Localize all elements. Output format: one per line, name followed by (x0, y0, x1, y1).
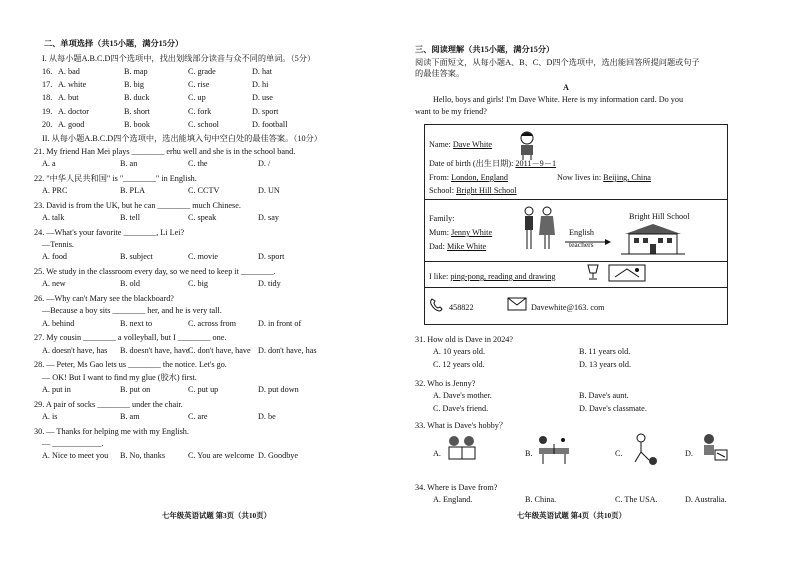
answer-option[interactable]: D. in front of (258, 318, 302, 328)
answer-option[interactable]: B. old (120, 279, 141, 289)
school-building-label: Bright Hill School (629, 212, 690, 221)
card-divider-2 (425, 261, 727, 262)
reading-question: 33. What is Dave's hobby？ (415, 421, 508, 430)
question-text: —Because a boy sits ________ her, and he is very tall. (42, 306, 222, 316)
question-text: 30. — Thanks for helping me with my English. (34, 426, 189, 436)
answer-option[interactable]: C. You are welcome (188, 451, 255, 460)
answer-option[interactable]: D. tidy (258, 279, 281, 289)
part-ii-instruction: II. 从每小题A.B.C.D四个选项中，选出能填入句中空白处的最佳答案。（10分） (42, 134, 322, 143)
card-email: Davewhite@163. com (531, 303, 605, 312)
answer-option[interactable]: A. is (42, 411, 58, 421)
reading-question: 34. Where is Dave from? (415, 483, 498, 492)
phonetics-number: 17. (42, 80, 53, 90)
phonetics-option[interactable]: A. white (58, 80, 87, 90)
answer-option[interactable]: A. talk (42, 213, 65, 223)
phonetics-option[interactable]: A. good (58, 119, 85, 129)
answer-option[interactable]: A. PRC (42, 186, 68, 196)
reading-option[interactable]: D. 13 years old. (579, 360, 632, 369)
reading-kids-icon (445, 432, 479, 466)
question-text: 25. We study in the classroom every day, so we need to keep it ________. (34, 267, 276, 277)
answer-option[interactable]: B. tell (120, 213, 141, 223)
question-text: — OK! But I want to find my glue (胶水) first. (42, 372, 197, 382)
phonetics-number: 19. (42, 106, 53, 116)
card-phone: 458822 (449, 303, 474, 312)
question-text: 29. A pair of socks ________ under the chair. (34, 399, 183, 409)
card-likes-row: I like: ping-pong, reading and drawing (429, 272, 556, 281)
question-text: 24. —What's your favorite ________, Li Lei? (34, 228, 185, 237)
phonetics-option[interactable]: D. use (252, 93, 273, 103)
answer-option[interactable]: A. a (42, 159, 56, 169)
answer-option[interactable]: D. say (258, 213, 279, 223)
passage-intro-2: want to be my friend? (415, 107, 487, 116)
section-2-title: 二、单项选择（共15小题，满分15分） (44, 39, 184, 48)
answer-option[interactable]: A. behind (42, 318, 75, 328)
question-text: 21. My friend Han Mei plays ________ erhu well and she is in the school band. (34, 147, 296, 156)
answer-option[interactable]: D. put down (258, 384, 299, 394)
reading-option[interactable]: A. 10 years old. (433, 347, 486, 356)
phonetics-option[interactable]: D. sport (252, 106, 279, 116)
phonetics-number: 16. (42, 67, 53, 76)
hobby-option-label[interactable]: C. (615, 449, 623, 458)
answer-option[interactable]: D. UN (258, 186, 280, 196)
answer-option[interactable]: A. food (42, 252, 68, 262)
phone-icon (429, 297, 443, 313)
answer-option[interactable]: B. next to (120, 318, 153, 328)
part-i-instruction: I. 从每小题A.B.C.D四个选项中，找出划线部分读音与众不同的单词。（5分） (42, 54, 316, 63)
reading-question: 31. How old is Dave in 2024? (415, 335, 514, 344)
answer-option[interactable]: C. movie (188, 252, 219, 262)
card-lives-row: Now lives in: Beijing, China (557, 173, 651, 182)
ping-pong-icon (537, 432, 571, 466)
card-from-row: From: London, England (429, 173, 508, 182)
card-name-row: Name: Dave White (429, 140, 493, 149)
card-dob-row: Date of birth (出生日期): 2011－9－1 (429, 159, 557, 168)
family-label: Family: (429, 214, 455, 223)
trophy-icon (585, 263, 601, 281)
question-text: 23. David is from the UK, but he can ________ much Chinese. (34, 201, 241, 210)
phonetics-option[interactable]: B. big (124, 80, 145, 90)
email-icon (507, 296, 527, 312)
dave-avatar-icon (513, 129, 541, 161)
answer-option[interactable]: B. put on (120, 384, 151, 394)
phonetics-option[interactable]: D. football (252, 119, 288, 129)
phonetics-option[interactable]: B. book (124, 119, 150, 129)
phonetics-option[interactable]: C. school (188, 119, 219, 129)
answer-option[interactable]: B. No, thanks (120, 451, 166, 460)
phonetics-option[interactable]: C. up (188, 93, 206, 103)
drawing-kid-icon (697, 432, 731, 466)
phonetics-option[interactable]: D. hi (252, 80, 269, 90)
phonetics-option[interactable]: D. hat (252, 67, 273, 76)
phonetics-option[interactable]: C. grade (188, 67, 216, 76)
phonetics-number: 18. (42, 93, 53, 103)
answer-option[interactable]: C. CCTV (188, 186, 220, 196)
answer-option[interactable]: D. / (258, 159, 271, 169)
section-3-title: 三、阅读理解（共15小题，满分15分） (415, 45, 555, 54)
job-teachers: teachers (569, 240, 594, 249)
answer-option[interactable]: C. put up (188, 384, 219, 394)
answer-option[interactable]: A. doesn't have, has (42, 345, 108, 355)
football-kid-icon (627, 432, 661, 466)
passage-label: A (563, 83, 569, 92)
ping-pong-table-icon (607, 261, 647, 285)
question-text: —Tennis. (42, 240, 74, 250)
job-english: English (569, 228, 595, 237)
answer-option[interactable]: A. Nice to meet you (42, 451, 109, 460)
phonetics-option[interactable]: B. short (124, 106, 150, 116)
answer-option[interactable]: B. subject (120, 252, 153, 262)
answer-option[interactable]: D. be (258, 411, 276, 421)
question-text: 26. —Why can't Mary see the blackboard? (34, 294, 174, 304)
reading-instruction-2: 的最佳答案。 (415, 69, 465, 78)
answer-option[interactable]: D. Goodbye (258, 451, 299, 460)
card-school-row: School: Bright Hill School (429, 186, 517, 195)
page-footer-4: 七年级英语试题 第4页（共10页） (517, 511, 627, 520)
reading-option[interactable]: B. China. (525, 495, 557, 504)
answer-option[interactable]: B. doesn't have, have (120, 345, 190, 355)
reading-option[interactable]: C. The USA. (615, 495, 658, 504)
phonetics-option[interactable]: B. map (124, 67, 148, 76)
answer-option[interactable]: D. sport (258, 252, 285, 262)
phonetics-option[interactable]: A. but (58, 93, 79, 103)
reading-option[interactable]: C. Dave's friend. (433, 404, 489, 413)
question-text: 28. — Peter, Ms Gao lets us ________ the notice. Let's go. (34, 360, 227, 370)
passage-intro-1: Hello, boys and girls! I'm Dave White. Here is my information card. Do you (433, 95, 684, 104)
reading-option[interactable]: A. England. (433, 495, 473, 504)
question-text: 27. My cousin ________ a volleyball, but I ________ one. (34, 333, 227, 343)
reading-option[interactable]: D. Australia. (685, 495, 727, 504)
hobby-option-label[interactable]: A. (433, 449, 441, 458)
parents-icon (519, 205, 559, 253)
reading-option[interactable]: A. Dave's mother. (433, 391, 492, 400)
card-dad-row: Dad: Mike White (429, 242, 487, 251)
reading-option[interactable]: C. 12 years old. (433, 360, 485, 369)
answer-option[interactable]: C. speak (188, 213, 217, 223)
reading-question: 32. Who is Jenny? (415, 379, 476, 388)
answer-option[interactable]: C. big (188, 279, 209, 289)
phonetics-option[interactable]: C. rise (188, 80, 210, 90)
question-text: — ____________. (42, 438, 104, 448)
answer-option[interactable]: C. the (188, 159, 208, 169)
hobby-option-label[interactable]: D. (685, 449, 693, 458)
answer-option[interactable]: B. PLA (120, 186, 146, 196)
answer-option[interactable]: A. new (42, 279, 66, 289)
phonetics-number: 20. (42, 119, 53, 129)
school-building-icon (621, 222, 685, 256)
phonetics-option[interactable]: B. duck (124, 93, 150, 103)
reading-option[interactable]: B. 11 years old. (579, 347, 631, 356)
phonetics-option[interactable]: A. doctor (58, 106, 89, 116)
hobby-option-label[interactable]: B. (525, 449, 533, 458)
reading-instruction-1: 阅读下面短文，从每小题A、B、C、D四个选项中，选出能回答所提问题或句子 (415, 58, 700, 67)
answer-option[interactable]: B. am (120, 411, 140, 421)
answer-option[interactable]: D. don't have, has (258, 345, 317, 355)
card-divider-3 (425, 287, 727, 288)
card-mum-row: Mum: Jenny White (429, 228, 493, 237)
answer-option[interactable]: B. an (120, 159, 138, 169)
reading-option[interactable]: D. Dave's classmate. (579, 404, 647, 413)
reading-option[interactable]: B. Dave's aunt. (579, 391, 629, 400)
answer-option[interactable]: C. across from (188, 318, 236, 328)
information-card (424, 124, 728, 325)
answer-option[interactable]: C. are (188, 411, 208, 421)
answer-option[interactable]: C. don't have, have (188, 345, 251, 355)
card-divider-1 (425, 199, 727, 200)
phonetics-option[interactable]: C. fork (188, 106, 212, 116)
question-text: 22. "中华人民共和国" is "________" in English. (34, 174, 197, 183)
page-footer-3: 七年级英语试题 第3页（共10页） (162, 511, 272, 520)
answer-option[interactable]: A. put in (42, 384, 71, 394)
phonetics-option[interactable]: A. bad (58, 67, 80, 76)
